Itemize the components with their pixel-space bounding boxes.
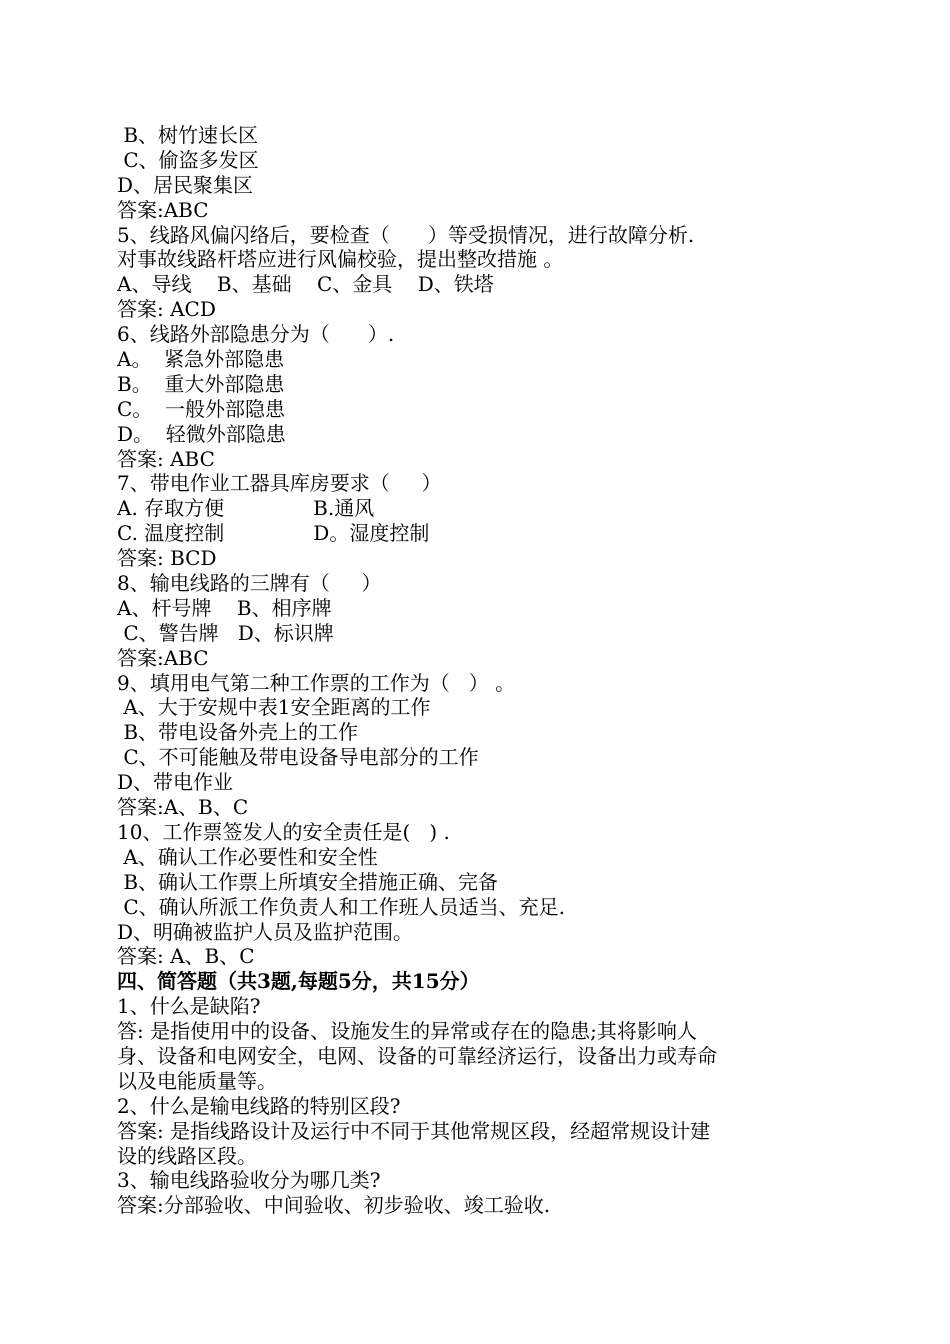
text-line: 身、设备和电网安全，电网、设备的可靠经济运行，设备出力或寿命: [117, 1043, 717, 1068]
text-line: C、警告牌 D、标识牌: [117, 620, 334, 645]
text-line: 5、线路风偏闪络后，要检查（ ）等受损情况，进行故障分析.: [117, 222, 695, 247]
text-line: B、带电设备外壳上的工作: [117, 720, 359, 745]
text-line: A、导线 B、基础 C、金具 D、铁塔: [117, 272, 494, 297]
text-line: 10、工作票签发人的安全责任是( ) .: [117, 819, 450, 844]
text-line: 答案:A、B、C: [117, 795, 249, 820]
text-line: 3、输电线路验收分为哪几类?: [117, 1168, 381, 1193]
text-line: 答案:分部验收、中间验收、初步验收、竣工验收.: [117, 1193, 551, 1218]
text-line: 7、带电作业工器具库房要求（ ）: [117, 471, 442, 496]
text-line: B、树竹速长区: [117, 123, 259, 147]
text-line: 答案: 是指线路设计及运行中不同于其他常规区段，经超常规设计建: [117, 1118, 711, 1143]
text-line: 答案: ACD: [117, 297, 216, 322]
text-line: 答案:ABC: [117, 197, 209, 222]
text-line: 9、填用电气第二种工作票的工作为（ ） 。: [117, 670, 516, 695]
text-line: 答案: A、B、C: [117, 944, 255, 969]
text-line: A、大于安规中表1安全距离的工作: [117, 695, 431, 720]
text-line: 答案: ABC: [117, 446, 215, 471]
text-line: B、确认工作票上所填安全措施正确、完备: [117, 869, 499, 894]
section-heading: 四、简答题（共3题,每题5分，共15分）: [117, 969, 480, 994]
text-line: C、确认所派工作负责人和工作班人员适当、充足.: [117, 894, 566, 919]
text-line: 6、线路外部隐患分为（ ）.: [117, 322, 395, 347]
text-line: 答案:ABC: [117, 645, 209, 670]
text-line: D、居民聚集区: [117, 172, 254, 197]
text-line: D、带电作业: [117, 770, 234, 795]
text-line: D。 轻微外部隐患: [117, 421, 286, 446]
document-page: [117, 123, 847, 1218]
text-line: C. 温度控制 D。湿度控制: [117, 521, 430, 546]
text-line: A、确认工作必要性和安全性: [117, 844, 378, 869]
text-line: 答: 是指使用中的设备、设施发生的异常或存在的隐患;其将影响人: [117, 1019, 697, 1044]
text-line: 设的线路区段。: [117, 1143, 257, 1168]
text-line: A、杆号牌 B、相序牌: [117, 595, 332, 620]
text-line: 2、什么是输电线路的特别区段?: [117, 1093, 401, 1118]
text-line: A. 存取方便 B.通风: [117, 496, 375, 521]
text-line: C、不可能触及带电设备导电部分的工作: [117, 745, 479, 770]
text-line: B。 重大外部隐患: [117, 371, 285, 396]
text-line: 8、输电线路的三牌有（ ）: [117, 571, 382, 596]
text-line: A。 紧急外部隐患: [117, 347, 285, 372]
text-line: C、偷盗多发区: [117, 147, 259, 172]
text-line: D、明确被监护人员及监护范围。: [117, 919, 414, 944]
text-line: 答案: BCD: [117, 546, 217, 571]
text-line: C。 一般外部隐患: [117, 396, 286, 421]
text-line: 以及电能质量等。: [117, 1068, 277, 1093]
text-line: 对事故线路杆塔应进行风偏校验，提出整改措施 。: [117, 247, 564, 272]
text-line: 1、什么是缺陷?: [117, 994, 261, 1019]
